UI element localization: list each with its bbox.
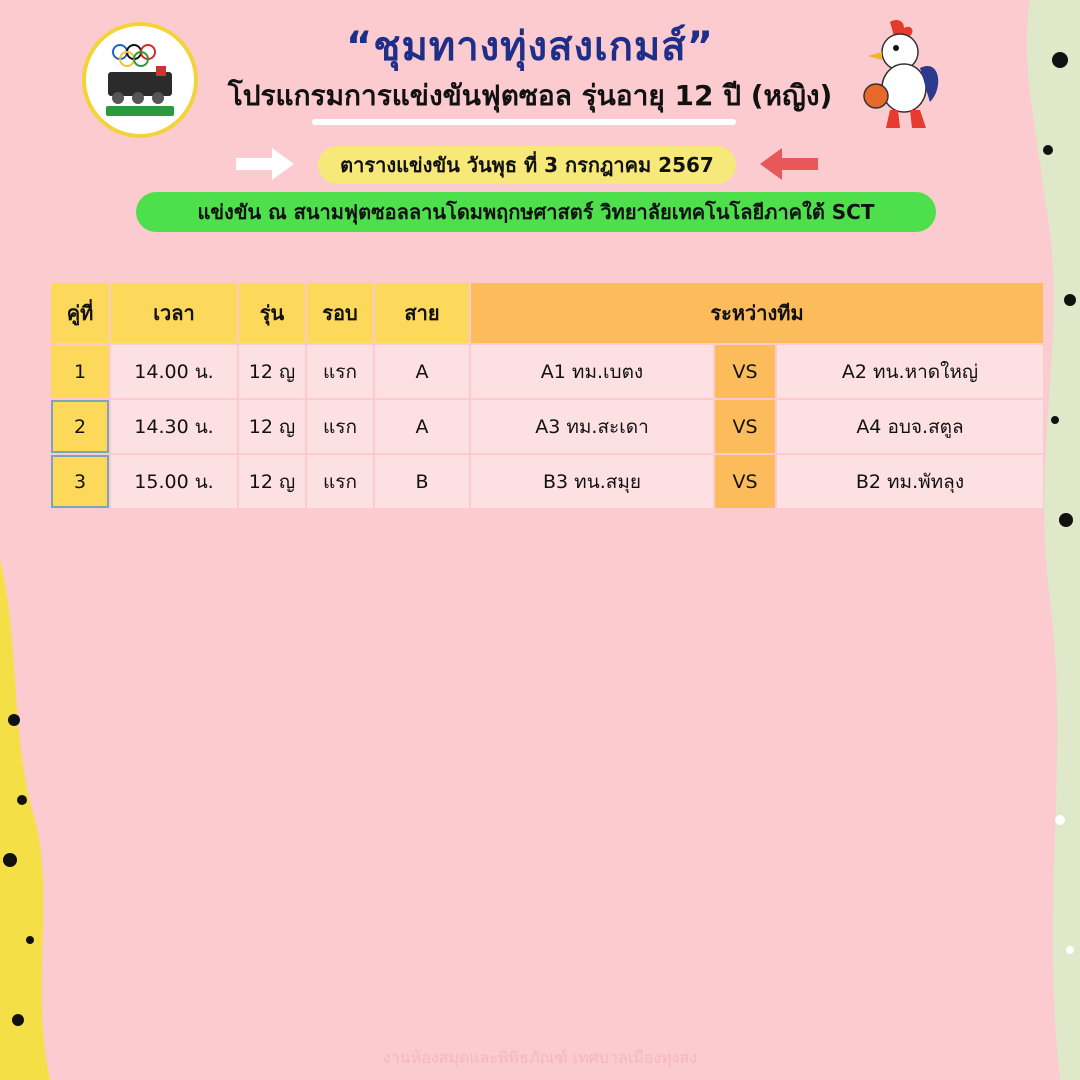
subtitle-underline — [312, 119, 736, 125]
header-round: รอบ — [307, 283, 373, 343]
cell-vs: VS — [715, 400, 775, 453]
cell-pair: 3 — [51, 455, 109, 508]
header-teams: ระหว่างทีม — [471, 283, 1043, 343]
games-logo-icon — [82, 22, 198, 138]
footer-credit: งานห้องสมุดและพิพิธภัณฑ์ เทศบาลเมืองทุ่งสง — [382, 1048, 698, 1067]
table-row — [51, 345, 1043, 398]
venue-banner: แข่งขัน ณ สนามฟุตซอลลานโดมพฤกษศาสตร์ วิทยาลัยเทคโนโลยีภาคใต้ SCT — [136, 192, 936, 232]
cell-division: 12 ญ — [239, 455, 305, 508]
cell-vs: VS — [715, 345, 775, 398]
schedule-date: ตารางแข่งขัน วันพุธ ที่ 3 กรกฎาคม 2567 — [318, 146, 736, 184]
paint-splash-right-decoration — [1000, 0, 1080, 1080]
cell-round: แรก — [307, 345, 373, 398]
paint-splash-left-decoration — [0, 560, 60, 1080]
table-header-row — [51, 283, 1043, 343]
cell-time: 15.00 น. — [111, 455, 237, 508]
cell-round: แรก — [307, 400, 373, 453]
cell-group: B — [375, 455, 469, 508]
header-pair: คู่ที่ — [51, 283, 109, 343]
program-subtitle: โปรแกรมการแข่งขันฟุตซอล รุ่นอายุ 12 ปี (หญิง) — [227, 79, 833, 112]
cell-time: 14.30 น. — [111, 400, 237, 453]
cell-home-team: A3 ทม.สะเดา — [471, 400, 713, 453]
table-row — [51, 400, 1043, 453]
cell-home-team: B3 ทน.สมุย — [471, 455, 713, 508]
table-row — [51, 455, 1043, 508]
cell-pair: 2 — [51, 400, 109, 453]
header-group: สาย — [375, 283, 469, 343]
cell-home-team: A1 ทม.เบตง — [471, 345, 713, 398]
arrow-right-icon — [232, 146, 296, 182]
match-schedule-table — [49, 281, 1045, 510]
header-time: เวลา — [111, 283, 237, 343]
cell-time: 14.00 น. — [111, 345, 237, 398]
cell-group: A — [375, 345, 469, 398]
header-division: รุ่น — [239, 283, 305, 343]
arrow-left-icon — [758, 146, 822, 182]
cell-group: A — [375, 400, 469, 453]
cell-vs: VS — [715, 455, 775, 508]
rooster-mascot-icon — [860, 18, 944, 134]
event-title: “ชุมทางทุ่งสงเกมส์” — [346, 24, 714, 70]
cell-away-team: A2 ทน.หาดใหญ่ — [777, 345, 1043, 398]
cell-division: 12 ญ — [239, 400, 305, 453]
cell-away-team: B2 ทม.พัทลุง — [777, 455, 1043, 508]
cell-pair: 1 — [51, 345, 109, 398]
cell-away-team: A4 อบจ.สตูล — [777, 400, 1043, 453]
cell-division: 12 ญ — [239, 345, 305, 398]
cell-round: แรก — [307, 455, 373, 508]
